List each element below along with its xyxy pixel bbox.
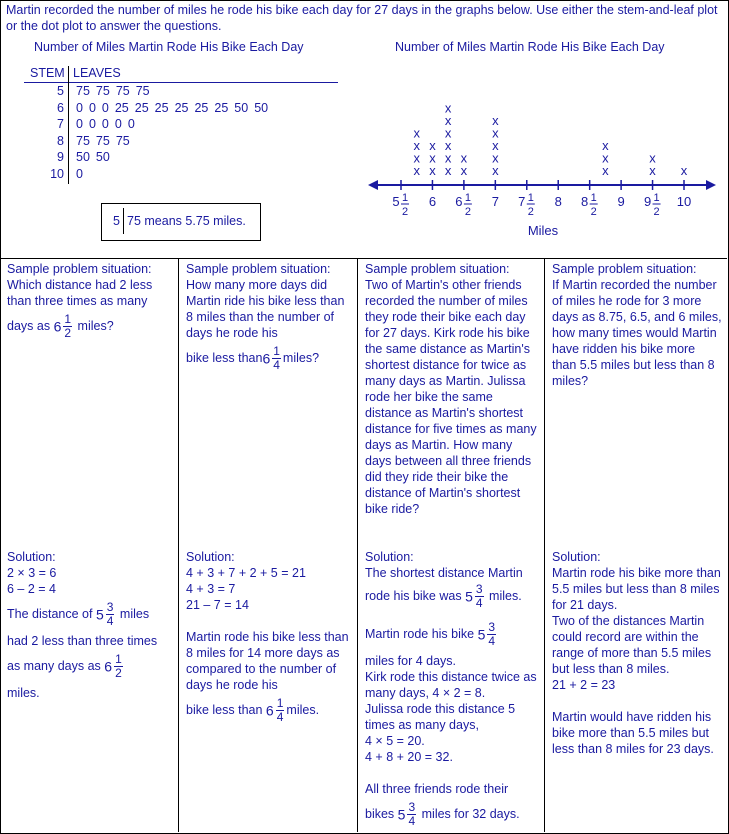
dot-marker: x bbox=[444, 150, 452, 166]
solution-line-2: Two of the distances Martin could record are within the range of more than 5.5 miles but less than 8 miles. bbox=[552, 614, 712, 676]
leaf-values bbox=[76, 101, 274, 115]
solution-line-5 bbox=[7, 653, 175, 680]
leaf-value: 75 bbox=[115, 133, 130, 148]
tick-label-denominator: 2 bbox=[527, 206, 534, 218]
leaf-values bbox=[76, 150, 116, 164]
dot-marker: x bbox=[492, 125, 499, 141]
fraction-numerator: 3 bbox=[475, 582, 483, 596]
tick-label: 6 bbox=[455, 194, 463, 209]
solution-line-1: The shortest distance Martin bbox=[365, 566, 523, 580]
tick-label: 9 bbox=[617, 194, 625, 209]
situation-text: Which distance had 2 less than three times as many bbox=[7, 278, 153, 308]
solution-tail bbox=[186, 697, 356, 724]
leaf-value: 0 bbox=[101, 117, 109, 131]
fraction bbox=[63, 313, 72, 340]
dot-marker: x bbox=[602, 163, 609, 178]
fraction-numerator: 3 bbox=[488, 620, 496, 634]
leaf-value: 0 bbox=[76, 100, 83, 115]
leaf-value: 0 bbox=[88, 100, 96, 115]
situation-tail bbox=[186, 345, 356, 372]
tick-label: 7 bbox=[518, 194, 526, 209]
fraction-numerator: 3 bbox=[408, 800, 416, 814]
leaf-value: 50 bbox=[254, 100, 269, 115]
leaf-value: 25 bbox=[154, 100, 169, 115]
tick-label: 6 bbox=[428, 194, 437, 209]
tick-label: 7 bbox=[491, 194, 499, 209]
mixed-number-whole: 5 bbox=[95, 606, 104, 623]
stem-leaf-title: Number of Miles Martin Rode His Bike Each Day bbox=[34, 40, 304, 54]
solution-text: as many days as bbox=[7, 658, 101, 673]
solution-text: miles for 32 days. bbox=[421, 806, 520, 821]
tick-label: 8 bbox=[554, 194, 562, 209]
dot-marker: x bbox=[680, 163, 688, 178]
fraction-denominator: 2 bbox=[64, 326, 72, 340]
leaf-value: 0 bbox=[88, 117, 96, 131]
solution-line-1: 2 × 3 = 6 bbox=[7, 566, 57, 580]
dot-marker: x bbox=[413, 125, 420, 141]
key-divider bbox=[123, 208, 124, 234]
situation-tail-pre: days as bbox=[7, 318, 51, 333]
tick-label-numerator: 1 bbox=[527, 192, 534, 204]
solution-line-3: 21 – 7 = 14 bbox=[186, 598, 249, 612]
solution-text: miles. bbox=[286, 702, 320, 717]
tick-label: 8 bbox=[581, 194, 589, 209]
leaf-value: 75 bbox=[95, 84, 110, 98]
tick-label-numerator: 1 bbox=[653, 192, 660, 204]
tick-label-numerator: 1 bbox=[464, 192, 471, 204]
problem-1 bbox=[0, 259, 179, 832]
dot-marker: x bbox=[444, 138, 452, 153]
dot-marker: x bbox=[429, 138, 436, 153]
solution-line-3 bbox=[7, 601, 175, 628]
tick-label: 9 bbox=[643, 194, 652, 209]
leaf-value: 50 bbox=[234, 100, 249, 115]
stem-value: 7 bbox=[57, 117, 64, 131]
fraction bbox=[106, 601, 115, 628]
dot-marker: x bbox=[492, 163, 499, 178]
solution-text: miles. bbox=[489, 588, 522, 603]
stem-leaf-key bbox=[101, 203, 261, 241]
solution-line-1: Martin rode his bike more than 5.5 miles but less than 8 miles for 21 days. bbox=[552, 566, 721, 612]
dot-marker: x bbox=[460, 163, 468, 178]
situation-label: Sample problem situation: bbox=[7, 262, 152, 276]
stem-value: 9 bbox=[57, 150, 64, 164]
mixed-number-whole: 5 bbox=[397, 806, 406, 823]
fraction-denominator: 2 bbox=[115, 666, 122, 680]
dot-marker: x bbox=[413, 163, 420, 178]
tick-label: 5 bbox=[392, 194, 400, 209]
stem-value: 8 bbox=[57, 133, 64, 148]
mixed-number-whole: 5 bbox=[477, 626, 486, 643]
stem-leaf-row bbox=[0, 150, 340, 167]
solution-text: miles bbox=[119, 606, 150, 621]
stem-value: 6 bbox=[57, 100, 64, 115]
stem-leaf-row bbox=[0, 134, 340, 151]
dot-marker: x bbox=[444, 125, 452, 141]
situation-label: Sample problem situation: bbox=[186, 262, 331, 276]
solution-label: Solution: bbox=[186, 550, 235, 564]
fraction-denominator: 4 bbox=[408, 814, 416, 828]
solution-line-4: had 2 less than three times bbox=[7, 634, 158, 648]
graphs-section bbox=[0, 0, 727, 259]
solution-line-2: 4 + 3 = 7 bbox=[186, 582, 236, 596]
leaf-value: 75 bbox=[135, 84, 150, 98]
dot-marker: x bbox=[602, 138, 609, 153]
solution-line-2 bbox=[365, 583, 541, 610]
fraction-numerator: 1 bbox=[273, 344, 280, 358]
situation-tail-post: miles? bbox=[77, 318, 114, 333]
solution-line-10 bbox=[365, 801, 543, 828]
fraction bbox=[407, 801, 416, 828]
axis-arrow-right bbox=[706, 180, 716, 190]
solution-line-6: miles. bbox=[7, 686, 40, 700]
mixed-number-whole: 5 bbox=[465, 588, 473, 605]
leaf-value: 0 bbox=[76, 117, 83, 131]
dot-marker: x bbox=[492, 138, 499, 153]
situation-tail bbox=[7, 313, 175, 340]
fraction-numerator: 1 bbox=[64, 312, 72, 326]
stem-leaf-header-line bbox=[24, 82, 338, 83]
solution-label: Solution: bbox=[552, 550, 601, 564]
dot-marker: x bbox=[444, 100, 452, 116]
fraction bbox=[276, 697, 285, 724]
leaf-value: 25 bbox=[194, 100, 209, 115]
tick-label-denominator: 2 bbox=[464, 206, 471, 218]
problem-4 bbox=[545, 259, 727, 832]
leaf-values bbox=[76, 167, 89, 181]
dot-marker: x bbox=[492, 150, 499, 166]
solution-text: Martin rode his bike bbox=[365, 626, 475, 641]
solution-line-3: 21 + 2 = 23 bbox=[552, 678, 616, 692]
mixed-number-whole: 6 bbox=[265, 702, 274, 719]
dot-marker: x bbox=[413, 150, 420, 166]
fraction-numerator: 1 bbox=[276, 696, 284, 710]
leaf-value: 25 bbox=[134, 100, 149, 115]
stem-leaf-row bbox=[0, 101, 340, 118]
tick-label: 10 bbox=[676, 194, 692, 209]
dot-plot bbox=[360, 85, 725, 245]
situation-label: Sample problem situation: bbox=[365, 262, 510, 276]
stem-value: 10 bbox=[50, 166, 64, 181]
leaf-value: 25 bbox=[174, 100, 189, 115]
fraction-denominator: 4 bbox=[276, 710, 284, 724]
fraction bbox=[114, 653, 123, 680]
stem-leaf-row bbox=[0, 117, 340, 134]
leaf-value: 75 bbox=[95, 133, 110, 148]
fraction-denominator: 4 bbox=[106, 614, 114, 628]
situation-tail-pre: bike less than bbox=[186, 350, 263, 365]
stem-leaf-row bbox=[0, 84, 340, 101]
leaf-value: 75 bbox=[76, 133, 90, 148]
stem-header: STEM bbox=[30, 66, 65, 80]
dot-marker: x bbox=[444, 113, 452, 128]
solution-text: bike less than bbox=[186, 702, 263, 717]
solution-line-1: 4 + 3 + 7 + 2 + 5 = 21 bbox=[186, 566, 306, 580]
solution-text: Martin rode his bike less than 8 miles for 14 more days as compared to the number of days he rode his bbox=[186, 630, 349, 692]
leaf-value: 75 bbox=[76, 84, 90, 98]
fraction bbox=[272, 345, 281, 372]
situation-text: If Martin recorded the number of miles he rode for 3 more days as 8.75, 6.5, and 6 miles, how many times would Martin have ridden his bike more than 5.5 miles but less than 8 miles? bbox=[552, 278, 722, 388]
dot-marker: x bbox=[429, 163, 436, 178]
leaf-value: 25 bbox=[114, 100, 129, 115]
solution-label: Solution: bbox=[365, 550, 414, 564]
dot-marker: x bbox=[492, 113, 499, 128]
fraction-numerator: 3 bbox=[106, 600, 114, 614]
solution-line-5: Kirk rode this distance twice as many days, 4 × 2 = 8. bbox=[365, 670, 537, 700]
leaf-value: 0 bbox=[101, 100, 109, 115]
dot-marker: x bbox=[602, 150, 609, 166]
solution-line-3 bbox=[365, 621, 541, 648]
situation-text: How many more days did Martin ride his bike less than 8 miles than the number of days he rode his bbox=[186, 278, 345, 340]
leaf-value: 0 bbox=[114, 117, 122, 131]
dot-marker: x bbox=[649, 163, 656, 178]
fraction-denominator: 4 bbox=[273, 358, 280, 372]
situation-label: Sample problem situation: bbox=[552, 262, 697, 276]
key-stem: 5 bbox=[113, 214, 120, 228]
situation-tail-post: miles? bbox=[282, 350, 320, 365]
dot-marker: x bbox=[460, 150, 468, 166]
dot-marker: x bbox=[649, 150, 656, 166]
dot-marker: x bbox=[429, 150, 436, 166]
solution-text: The distance of bbox=[7, 606, 93, 621]
solution-line-6: Julissa rode this distance 5 times as many days, bbox=[365, 702, 516, 732]
fraction bbox=[475, 583, 484, 610]
leaf-values bbox=[76, 84, 156, 98]
solution-line-4: miles for 4 days. bbox=[365, 654, 457, 668]
fraction-denominator: 4 bbox=[488, 634, 496, 648]
mixed-number-whole: 6 bbox=[53, 318, 62, 335]
situation-text: Two of Martin's other friends recorded the number of miles they rode their bike each day for 27 days. Kirk rode his bike the same distance as Martin's shortest distance for twice as many days as Martin. Julissa rode her bike the same distance as Martin's shortest distance for five times as many days as Martin. How many days between all three friends did they ride their bike the distance of Martin's shortest bike ride? bbox=[365, 278, 537, 516]
leaf-values bbox=[76, 117, 141, 131]
problem-2 bbox=[179, 259, 358, 832]
solution-line-2: 6 – 2 = 4 bbox=[7, 582, 56, 596]
problem-3 bbox=[358, 259, 545, 832]
tick-label-denominator: 2 bbox=[401, 206, 409, 218]
leaf-value: 0 bbox=[127, 117, 135, 131]
solution-line-7: 4 × 5 = 20. bbox=[365, 734, 425, 748]
solution-line-8: 4 + 8 + 20 = 32. bbox=[365, 750, 453, 764]
tick-label-numerator: 1 bbox=[401, 192, 409, 204]
fraction-numerator: 1 bbox=[115, 652, 122, 666]
fraction-denominator: 4 bbox=[475, 596, 483, 610]
x-axis-label: Miles bbox=[527, 223, 559, 238]
leaf-values bbox=[76, 134, 136, 148]
tick-label-denominator: 2 bbox=[590, 206, 597, 218]
leaves-header: LEAVES bbox=[73, 66, 121, 80]
solution-line-9: All three friends rode their bbox=[365, 782, 509, 796]
tick-label-denominator: 2 bbox=[653, 206, 660, 218]
solution-line-4: Martin would have ridden his bike more than 5.5 miles but less than 8 miles for 23 days. bbox=[552, 710, 714, 756]
intro-text: Martin recorded the number of miles he rode his bike each day for 27 days in the graphs below. Use either the stem-and-leaf plot or the dot plot to answer the questions. bbox=[6, 3, 718, 33]
leaf-value: 50 bbox=[95, 150, 110, 164]
key-text: 75 means 5.75 miles. bbox=[127, 214, 246, 228]
leaf-value: 50 bbox=[76, 150, 90, 164]
leaf-value: 0 bbox=[76, 166, 83, 181]
mixed-number-whole: 6 bbox=[104, 658, 113, 675]
leaf-value: 75 bbox=[115, 84, 130, 98]
dot-marker: x bbox=[444, 163, 452, 178]
dot-plot-title: Number of Miles Martin Rode His Bike Each Day bbox=[395, 40, 665, 54]
stem-value: 5 bbox=[57, 84, 64, 98]
stem-leaf-row bbox=[0, 167, 340, 184]
tick-label-numerator: 1 bbox=[590, 192, 597, 204]
dot-marker: x bbox=[413, 138, 420, 153]
fraction bbox=[487, 621, 496, 648]
leaf-value: 25 bbox=[214, 100, 229, 115]
solution-text: rode his bike was bbox=[365, 588, 462, 603]
solution-label: Solution: bbox=[7, 550, 56, 564]
axis-arrow-left bbox=[368, 180, 378, 190]
mixed-number-whole: 6 bbox=[262, 350, 271, 367]
solution-text: bikes bbox=[365, 806, 395, 821]
